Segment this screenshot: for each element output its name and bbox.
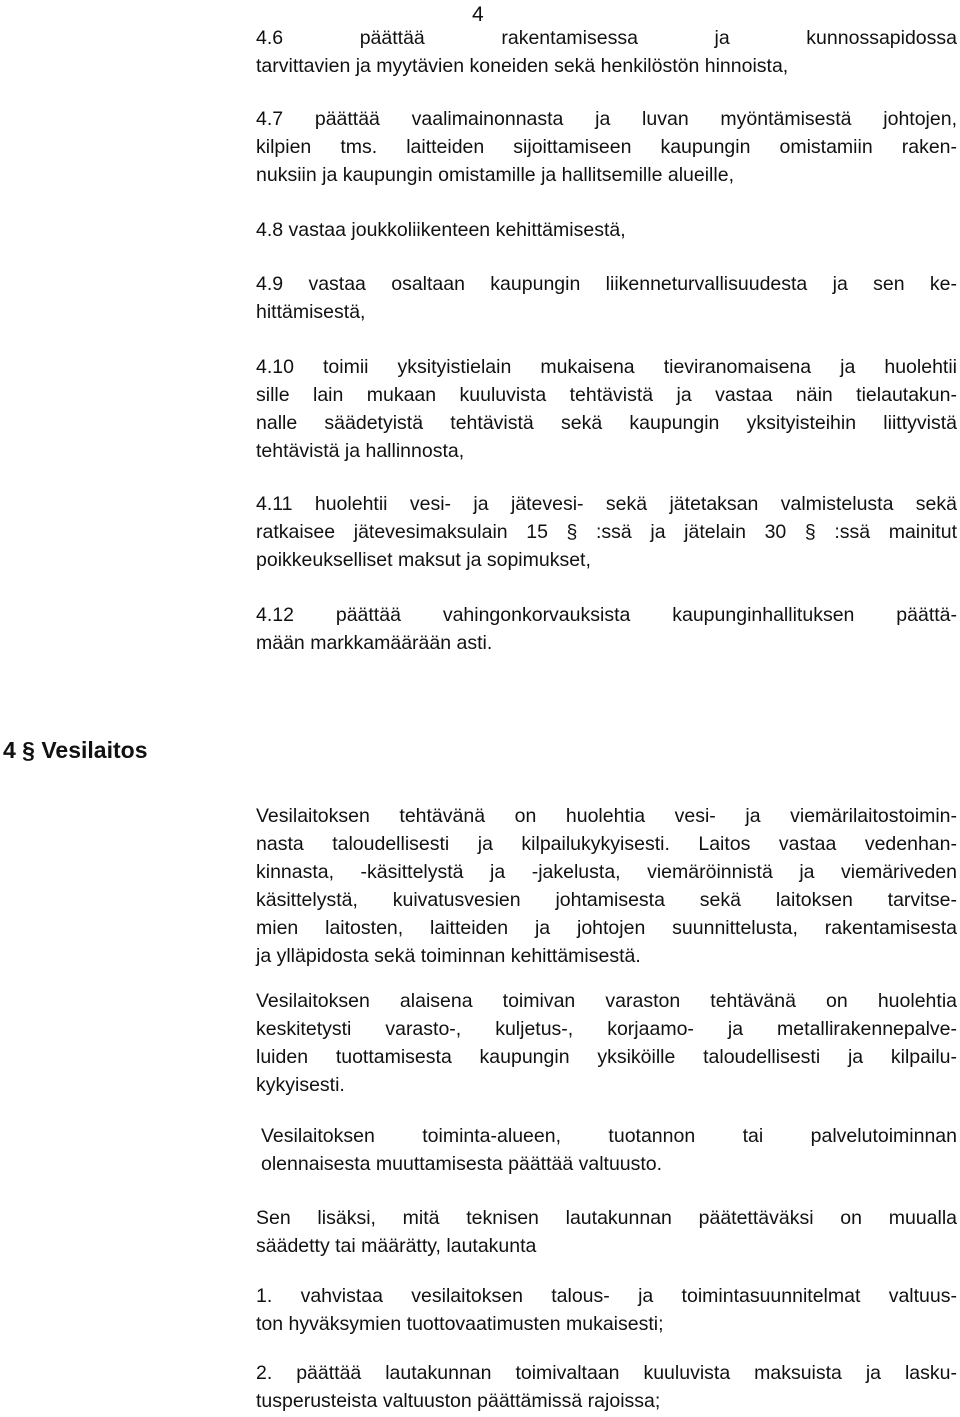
text-line: 4.9 vastaa osaltaan kaupungin liikenneturvallisuudesta ja sen ke-	[256, 273, 957, 295]
item-4-8	[256, 216, 957, 244]
text-line: kilpien tms. laitteiden sijoittamiseen kaupungin omistamiin raken-	[256, 136, 957, 158]
section-paragraph	[256, 1359, 957, 1415]
text-line: sille lain mukaan kuuluvista tehtävistä ja vastaa näin tielautakun-	[256, 384, 957, 406]
text-line: Sen lisäksi, mitä teknisen lautakunnan päätettäväksi on muualla	[256, 1207, 957, 1229]
item-4-6	[256, 24, 957, 80]
item-4-12	[256, 601, 957, 657]
text-line: 4.6 päättää rakentamisessa ja kunnossapidossa	[256, 27, 957, 49]
text-line: mien laitosten, laitteiden ja johtojen suunnittelusta, rakentamisesta	[256, 917, 957, 939]
item-4-7	[256, 105, 957, 189]
text-line: kykyisesti.	[256, 1074, 345, 1096]
item-paragraph	[256, 270, 957, 326]
section-paragraph-5	[256, 1282, 957, 1338]
page-number: 4	[472, 3, 484, 26]
item-4-9	[256, 270, 957, 326]
section-heading: 4 § Vesilaitos	[3, 737, 148, 763]
text-line: käsittelystä, kuivatusvesien johtamisesta sekä laitoksen tarvitse-	[256, 889, 957, 911]
section-paragraph-2	[256, 987, 957, 1099]
section-paragraph-4	[256, 1204, 957, 1260]
text-line: Vesilaitoksen toiminta-alueen, tuotannon tai palvelutoiminnan	[261, 1125, 957, 1147]
text-line: kinnasta, -käsittelystä ja -jakelusta, viemäröinnistä ja viemäriveden	[256, 861, 957, 883]
item-paragraph	[256, 601, 957, 657]
section-paragraph-1	[256, 802, 957, 970]
item-paragraph	[256, 490, 957, 574]
text-line: nuksiin ja kaupungin omistamille ja hallitsemille alueille,	[256, 164, 734, 186]
text-line: 1. vahvistaa vesilaitoksen talous- ja toimintasuunnitelmat valtuus-	[256, 1285, 957, 1307]
text-line: keskitetysti varasto-, kuljetus-, korjaamo- ja metallirakennepalve-	[256, 1018, 957, 1040]
text-line: nasta taloudellisesti ja kilpailukykyisesti. Laitos vastaa vedenhan-	[256, 833, 957, 855]
text-line: tusperusteista valtuuston päättämissä rajoissa;	[256, 1390, 661, 1412]
text-line: 2. päättää lautakunnan toimivaltaan kuuluvista maksuista ja lasku-	[256, 1362, 957, 1384]
item-paragraph	[256, 353, 957, 465]
section-paragraph-3	[261, 1122, 957, 1178]
section-paragraph	[256, 1282, 957, 1338]
item-4-11	[256, 490, 957, 574]
section-paragraph	[261, 1122, 957, 1178]
text-line: Vesilaitoksen alaisena toimivan varaston tehtävänä on huolehtia	[256, 990, 957, 1012]
text-line: 4.10 toimii yksityistielain mukaisena tieviranomaisena ja huolehtii	[256, 356, 957, 378]
text-line: luiden tuottamisesta kaupungin yksiköille taloudellisesti ja kilpailu-	[256, 1046, 957, 1068]
item-paragraph	[256, 105, 957, 189]
text-line: 4.7 päättää vaalimainonnasta ja luvan myöntämisestä johtojen,	[256, 108, 957, 130]
text-line: poikkeukselliset maksut ja sopimukset,	[256, 549, 591, 571]
section-paragraph	[256, 802, 957, 970]
section-paragraph	[256, 1204, 957, 1260]
text-line: säädetty tai määrätty, lautakunta	[256, 1235, 537, 1257]
item-paragraph	[256, 24, 957, 80]
item-paragraph	[256, 216, 957, 244]
text-line: ja ylläpidosta sekä toiminnan kehittämisestä.	[256, 945, 641, 967]
text-line: ratkaisee jätevesimaksulain 15 § :ssä ja jätelain 30 § :ssä mainitut	[256, 521, 957, 543]
text-line: 4.8 vastaa joukkoliikenteen kehittämisestä,	[256, 219, 626, 241]
text-line: mään markkamäärään asti.	[256, 632, 493, 654]
text-line: 4.12 päättää vahingonkorvauksista kaupunginhallituksen päättä-	[256, 604, 957, 626]
section-paragraph	[256, 987, 957, 1099]
text-line: ton hyväksymien tuottovaatimusten mukaisesti;	[256, 1313, 664, 1335]
text-line: tarvittavien ja myytävien koneiden sekä henkilöstön hinnoista,	[256, 55, 789, 77]
item-4-10	[256, 353, 957, 465]
text-line: 4.11 huolehtii vesi- ja jätevesi- sekä jätetaksan valmistelusta sekä	[256, 493, 957, 515]
text-line: hittämisestä,	[256, 301, 366, 323]
text-line: olennaisesta muuttamisesta päättää valtuusto.	[261, 1153, 663, 1175]
text-line: nalle säädetyistä tehtävistä sekä kaupungin yksityisteihin liittyvistä	[256, 412, 957, 434]
text-line: Vesilaitoksen tehtävänä on huolehtia vesi- ja viemärilaitostoimin-	[256, 805, 957, 827]
text-line: tehtävistä ja hallinnosta,	[256, 440, 465, 462]
section-paragraph-6	[256, 1359, 957, 1415]
